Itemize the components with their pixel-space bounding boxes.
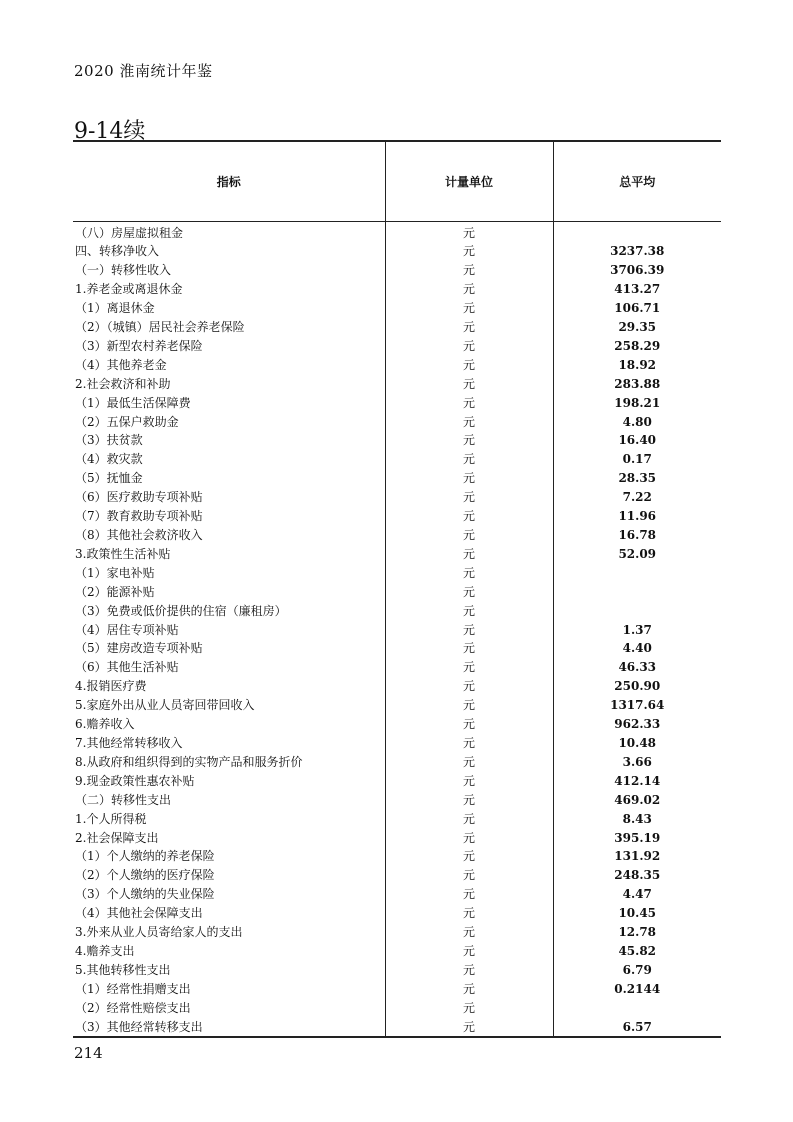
running-head: 2020 淮南统计年鉴 <box>74 62 213 80</box>
row-unit: 元 <box>385 1018 553 1038</box>
table-row <box>73 261 721 280</box>
table-row <box>73 847 721 866</box>
table-row <box>73 583 721 602</box>
table-row <box>73 961 721 980</box>
row-unit: 元 <box>385 318 553 337</box>
row-average-value: 11.96 <box>553 507 721 526</box>
row-average-value: 1317.64 <box>553 696 721 715</box>
table-row <box>73 1018 721 1038</box>
row-average-value <box>553 221 721 242</box>
row-average-value: 3706.39 <box>553 261 721 280</box>
table-row <box>73 677 721 696</box>
row-indicator: 4.报销医疗费 <box>75 679 147 694</box>
row-average-value: 198.21 <box>553 394 721 413</box>
row-indicator: （7）教育救助专项补贴 <box>75 509 203 524</box>
row-indicator: （5）抚恤金 <box>75 471 143 486</box>
table-row <box>73 299 721 318</box>
row-average-value: 248.35 <box>553 866 721 885</box>
row-average-value: 4.80 <box>553 413 721 432</box>
row-unit: 元 <box>385 999 553 1018</box>
row-unit: 元 <box>385 639 553 658</box>
row-indicator: 1.个人所得税 <box>75 811 147 826</box>
row-average-value: 0.2144 <box>553 980 721 999</box>
table-row <box>73 829 721 848</box>
row-average-value: 3237.38 <box>553 242 721 261</box>
row-indicator: （1）家电补贴 <box>75 565 155 580</box>
row-average-value: 4.40 <box>553 639 721 658</box>
row-indicator: 6.赡养收入 <box>75 717 135 732</box>
table-row <box>73 450 721 469</box>
row-indicator: 7.其他经常转移收入 <box>75 735 183 750</box>
page-number: 214 <box>74 1044 103 1062</box>
statistics-table <box>73 140 721 1038</box>
table-row <box>73 488 721 507</box>
row-indicator: （1）经常性捐赠支出 <box>75 981 191 996</box>
header-unit: 计量单位 <box>385 141 553 221</box>
row-unit: 元 <box>385 299 553 318</box>
table-row <box>73 639 721 658</box>
row-unit: 元 <box>385 431 553 450</box>
table-row <box>73 431 721 450</box>
table-row <box>73 980 721 999</box>
row-average-value <box>553 602 721 621</box>
row-average-value: 16.78 <box>553 526 721 545</box>
table-row <box>73 772 721 791</box>
row-indicator: （2）五保户救助金 <box>75 414 179 429</box>
row-unit: 元 <box>385 923 553 942</box>
row-unit: 元 <box>385 394 553 413</box>
table-row <box>73 866 721 885</box>
row-indicator: 9.现金政策性惠农补贴 <box>75 773 195 788</box>
table-row <box>73 280 721 299</box>
table-row <box>73 621 721 640</box>
row-average-value: 250.90 <box>553 677 721 696</box>
row-average-value: 29.35 <box>553 318 721 337</box>
table-row <box>73 658 721 677</box>
row-average-value <box>553 583 721 602</box>
row-indicator: （4）其他养老金 <box>75 357 167 372</box>
row-unit: 元 <box>385 829 553 848</box>
table-row <box>73 810 721 829</box>
row-indicator: （1）个人缴纳的养老保险 <box>75 849 215 864</box>
row-unit: 元 <box>385 450 553 469</box>
table-row <box>73 356 721 375</box>
row-unit: 元 <box>385 469 553 488</box>
row-indicator: 2.社会救济和补助 <box>75 376 171 391</box>
row-indicator: 5.家庭外出从业人员寄回带回收入 <box>75 698 255 713</box>
row-indicator: （2）个人缴纳的医疗保险 <box>75 868 215 883</box>
row-indicator: （4）居住专项补贴 <box>75 622 179 637</box>
row-unit: 元 <box>385 696 553 715</box>
row-indicator: （2）能源补贴 <box>75 584 155 599</box>
table-row <box>73 221 721 242</box>
row-unit: 元 <box>385 904 553 923</box>
row-unit: 元 <box>385 866 553 885</box>
row-average-value: 28.35 <box>553 469 721 488</box>
row-indicator: （5）建房改造专项补贴 <box>75 641 203 656</box>
row-unit: 元 <box>385 356 553 375</box>
row-average-value <box>553 564 721 583</box>
header-average: 总平均 <box>553 141 721 221</box>
row-unit: 元 <box>385 545 553 564</box>
table-row <box>73 526 721 545</box>
table-row <box>73 999 721 1018</box>
table-title: 9-14续 <box>74 119 146 144</box>
table-row <box>73 318 721 337</box>
row-average-value: 12.78 <box>553 923 721 942</box>
row-unit: 元 <box>385 526 553 545</box>
row-average-value: 469.02 <box>553 791 721 810</box>
row-average-value: 52.09 <box>553 545 721 564</box>
row-indicator: 3.政策性生活补贴 <box>75 546 171 561</box>
row-unit: 元 <box>385 810 553 829</box>
row-indicator: 2.社会保障支出 <box>75 830 159 845</box>
row-average-value: 6.57 <box>553 1018 721 1038</box>
row-unit: 元 <box>385 583 553 602</box>
row-indicator: （一）转移性收入 <box>75 263 172 278</box>
row-average-value: 258.29 <box>553 337 721 356</box>
row-average-value: 962.33 <box>553 715 721 734</box>
row-unit: 元 <box>385 242 553 261</box>
row-unit: 元 <box>385 791 553 810</box>
row-average-value: 131.92 <box>553 847 721 866</box>
row-unit: 元 <box>385 602 553 621</box>
table-row <box>73 545 721 564</box>
row-average-value: 395.19 <box>553 829 721 848</box>
table-row <box>73 413 721 432</box>
table-row <box>73 337 721 356</box>
row-indicator: （8）其他社会救济收入 <box>75 528 203 542</box>
row-indicator: 四、转移净收入 <box>75 244 160 259</box>
table-row <box>73 791 721 810</box>
row-indicator: 8.从政府和组织得到的实物产品和服务折价 <box>75 754 303 769</box>
row-average-value: 45.82 <box>553 942 721 961</box>
row-unit: 元 <box>385 261 553 280</box>
row-average-value: 0.17 <box>553 450 721 469</box>
row-average-value: 283.88 <box>553 375 721 394</box>
row-indicator: 4.赡养支出 <box>75 943 135 958</box>
row-unit: 元 <box>385 847 553 866</box>
header-indicator: 指标 <box>73 141 385 221</box>
table-header-row <box>73 141 721 221</box>
row-average-value: 1.37 <box>553 621 721 640</box>
table-row <box>73 564 721 583</box>
table-row <box>73 602 721 621</box>
row-average-value: 412.14 <box>553 772 721 791</box>
row-unit: 元 <box>385 621 553 640</box>
row-unit: 元 <box>385 658 553 677</box>
table-row <box>73 885 721 904</box>
row-average-value: 4.47 <box>553 885 721 904</box>
table-row <box>73 469 721 488</box>
row-average-value: 10.48 <box>553 734 721 753</box>
row-indicator: （2）经常性赔偿支出 <box>75 1000 191 1015</box>
row-unit: 元 <box>385 337 553 356</box>
row-average-value <box>553 999 721 1018</box>
row-unit: 元 <box>385 942 553 961</box>
row-indicator: （4）其他社会保障支出 <box>75 906 203 921</box>
row-indicator: 5.其他转移性支出 <box>75 962 171 977</box>
row-average-value: 7.22 <box>553 488 721 507</box>
table-body <box>73 221 721 1037</box>
row-average-value: 10.45 <box>553 904 721 923</box>
row-indicator: 1.养老金或离退休金 <box>75 282 183 297</box>
row-indicator: （4）救灾款 <box>75 452 143 467</box>
row-indicator: （3）个人缴纳的失业保险 <box>75 887 215 902</box>
row-indicator: 3.外来从业人员寄给家人的支出 <box>75 925 243 940</box>
row-unit: 元 <box>385 980 553 999</box>
row-average-value: 6.79 <box>553 961 721 980</box>
table-row <box>73 715 721 734</box>
row-average-value: 3.66 <box>553 753 721 772</box>
row-indicator: （6）医疗救助专项补贴 <box>75 490 203 505</box>
row-indicator: （1）最低生活保障费 <box>75 395 191 410</box>
row-indicator: （3）扶贫款 <box>75 433 143 448</box>
row-indicator: （6）其他生活补贴 <box>75 660 179 675</box>
row-unit: 元 <box>385 564 553 583</box>
row-average-value: 8.43 <box>553 810 721 829</box>
row-unit: 元 <box>385 677 553 696</box>
table-row <box>73 753 721 772</box>
row-indicator: （3）其他经常转移支出 <box>73 1018 385 1038</box>
row-unit: 元 <box>385 734 553 753</box>
table-header <box>73 141 721 221</box>
row-indicator: （二）转移性支出 <box>75 792 172 807</box>
row-indicator: （3）新型农村养老保险 <box>75 338 203 353</box>
table-row <box>73 734 721 753</box>
row-average-value: 16.40 <box>553 431 721 450</box>
row-average-value: 18.92 <box>553 356 721 375</box>
table-row <box>73 904 721 923</box>
row-unit: 元 <box>385 413 553 432</box>
table-row <box>73 923 721 942</box>
table-row <box>73 394 721 413</box>
table-row <box>73 942 721 961</box>
table-row <box>73 696 721 715</box>
row-average-value: 413.27 <box>553 280 721 299</box>
table-row <box>73 375 721 394</box>
row-unit: 元 <box>385 753 553 772</box>
table-row <box>73 507 721 526</box>
row-indicator: （八）房屋虚拟租金 <box>75 225 184 240</box>
row-unit: 元 <box>385 961 553 980</box>
row-average-value: 46.33 <box>553 658 721 677</box>
row-indicator: （1）离退休金 <box>75 301 155 316</box>
row-average-value: 106.71 <box>553 299 721 318</box>
row-indicator: （3）免费或低价提供的住宿（廉租房） <box>75 603 287 618</box>
row-unit: 元 <box>385 772 553 791</box>
statistics-table-container <box>73 140 721 1038</box>
row-unit: 元 <box>385 507 553 526</box>
row-unit: 元 <box>385 221 553 242</box>
row-indicator: （2）（城镇）居民社会养老保险 <box>75 320 245 335</box>
row-unit: 元 <box>385 375 553 394</box>
row-unit: 元 <box>385 280 553 299</box>
table-row <box>73 242 721 261</box>
row-unit: 元 <box>385 885 553 904</box>
row-unit: 元 <box>385 715 553 734</box>
row-unit: 元 <box>385 488 553 507</box>
